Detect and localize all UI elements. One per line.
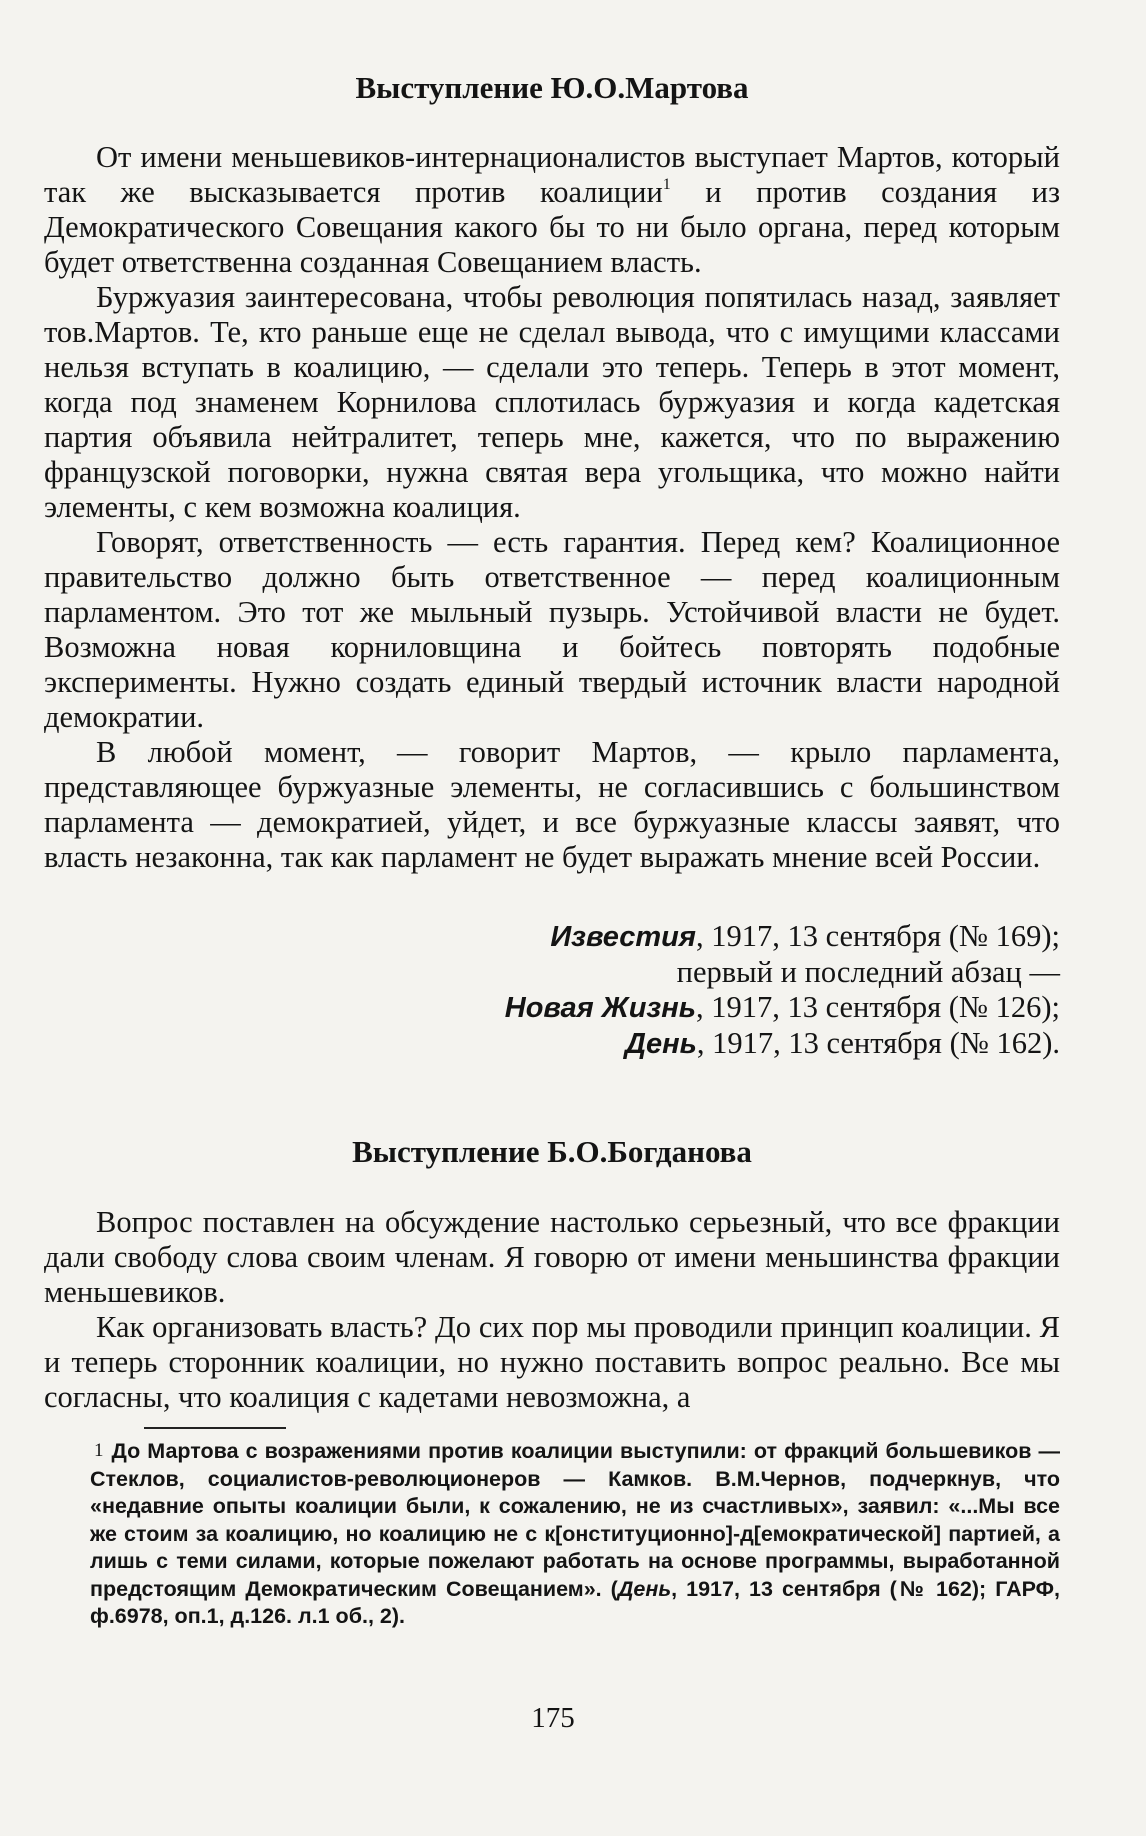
newspaper-title: День: [625, 1028, 697, 1060]
citation-details: , 1917, 13 сентября (№ 162).: [696, 1026, 1060, 1060]
newspaper-title: Новая Жизнь: [504, 992, 696, 1024]
footnote-citation: , 1917, 13 сентября (№ 162); ГАРФ, ф.6978, оп.1, д.126. л.1 об., 2).: [90, 1576, 1060, 1628]
citation-line: [44, 919, 1060, 955]
footnote-number: 1: [94, 1440, 104, 1461]
paragraph: Вопрос поставлен на обсуждение настолько серьезный, что все фракции дали свободу слова своим членам. Я говорю от имени меньшинства фракции меньшевиков.: [44, 1205, 1060, 1309]
citation-line: первый и последний абзац —: [676, 955, 1060, 989]
footnote: [90, 1437, 1060, 1631]
paragraph: Буржуазия заинтересована, чтобы революция попятилась назад, заявляет тов.Мартов. Те, кто раньше еще не сделал вывода, что с имущими классами нельзя вступать в коалицию, — сделали это теперь. Теперь в этот момент, когда под знаменем Корнилова сплотилась буржуазия и когда кадетская партия объявила нейтралитет, теперь мне, кажется, что по выражению французской поговорки, нужна святая вера угольщика, что можно найти элементы, с кем возможна коалиция.: [44, 280, 1060, 524]
paragraph: Говорят, ответственность — есть гарантия. Перед кем? Коалиционное правительство должно быть ответственное — перед коалиционным парламентом. Это тот же мыльный пузырь. Устойчивой власти не будет. Возможна новая корниловщина и бойтесь повторять подобные эксперименты. Нужно создать единый твердый источник власти народной демократии.: [44, 525, 1060, 734]
footnote-newspaper-title: День: [617, 1576, 672, 1601]
citation-line: [44, 1026, 1060, 1062]
citation-details: , 1917, 13 сентября (№ 169);: [695, 919, 1060, 953]
paragraph: Как организовать власть? До сих пор мы проводили принцип коалиции. Я и теперь сторонник коалиции, но нужно поставить вопрос реально. Все мы согласны, что коалиция с кадетами невозможна, а: [44, 1310, 1060, 1414]
paragraph-text: От имени меньшевиков-интернационалистов выступает Мартов, который так же высказывается против коалиции: [44, 140, 1060, 209]
bogdanov-speech-body: [44, 1205, 1060, 1415]
page-number: 175: [531, 1702, 575, 1734]
paragraph-text: и против создания из Демократического Совещания какого бы то ни было органа, перед которым будет ответственна созданная Совещанием власть.: [44, 175, 1060, 279]
footnote-reference[interactable]: 1: [662, 176, 671, 193]
paragraph: В любой момент, — говорит Мартов, — крыло парламента, представляющее буржуазные элементы, не согласившись с большинством парламента — демократией, уйдет, и все буржуазные классы заявят, что власть незаконна, так как парламент не будет выражать мнение всей России.: [44, 735, 1060, 874]
citation-line: [44, 990, 1060, 1026]
newspaper-title: Известия: [550, 921, 696, 953]
source-citations: [44, 919, 1060, 1062]
martov-speech-body: [44, 140, 1060, 875]
footnote-text: До Мартова с возражениями против коалиции выступили: от фракций большевиков — Стеклов, социалистов-революционеров — Камков. В.М.Чернов, подчеркнув, что «недавние опыты коалиции были, к сожалению, не из счастливых», заявил: «...Мы все же стоим за коалицию, но коалицию не с к[онституционно]-д[емократической] партией, а лишь с теми силами, которые пожелают работать на основе программы, выработанной предстоящим Демократическим Совещанием». (: [90, 1439, 1060, 1601]
section-title-martov: Выступление Ю.О.Мартова: [355, 70, 749, 105]
citation-details: , 1917, 13 сентября (№ 126);: [695, 990, 1060, 1024]
paragraph: [44, 140, 1060, 280]
section-title-bogdanov: Выступление Б.О.Богданова: [352, 1134, 752, 1169]
footnote-divider: [144, 1427, 286, 1429]
